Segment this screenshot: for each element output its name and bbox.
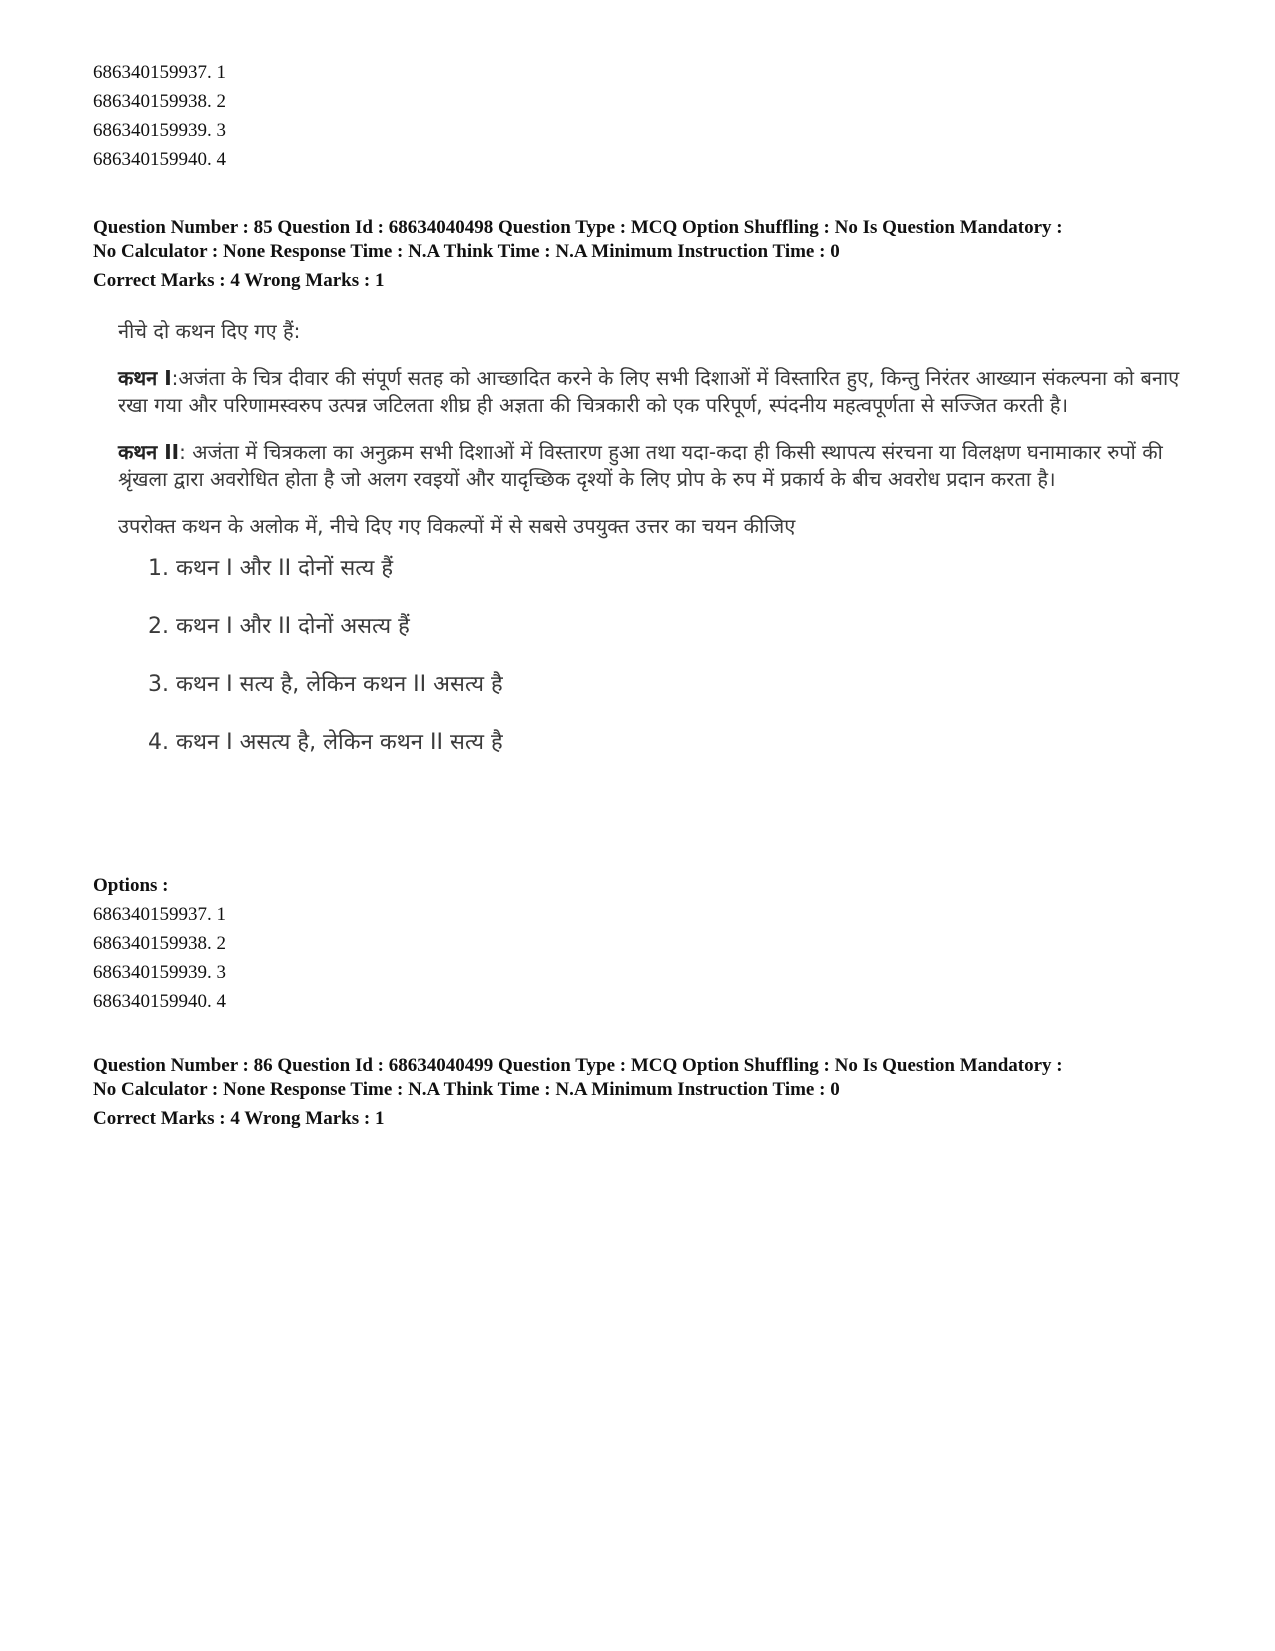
question-86-header [93,1054,1063,1131]
options-label: Options : [93,875,169,896]
question-prompt: उपरोक्त कथन के अलोक में, नीचे दिए गए विकल्पों में से सबसे उपयुक्त उत्तर का चयन कीजिए [118,514,796,538]
question-85-options [93,871,226,1016]
statement-1 [118,365,1188,419]
question-85-body [118,318,1188,786]
question-85-marks: Correct Marks : 4 Wrong Marks : 1 [93,270,385,291]
question-intro: नीचे दो कथन दिए गए हैं: [118,319,301,343]
answer-choice: 1. कथन I और II दोनों सत्य हैं [148,556,394,581]
question-85-header [93,216,1063,293]
question-85-meta-line1: Question Number : 85 Question Id : 68634040498 Question Type : MCQ Option Shuffling : No Is Question Mandatory : [93,217,1063,238]
statement-2-label: कथन II [118,440,180,464]
statement-1-text: :अजंता के चित्र दीवार की संपूर्ण सतह को आच्छादित करने के लिए सभी दिशाओं में विस्तारित हुए, किन्तु निरंतर आख्यान संकल्पना को बनाए रखा गया और परिणामस्वरुप उत्पन्न जटिलता शीघ्र ही अज्ञता की चित्रकारी को एक परिपूर्ण, स्पंदनीय महत्वपूर्णता से सज्जित करती है। [118,366,1180,417]
answer-choices [118,554,1188,758]
option-line: 686340159937. 1 [93,62,226,83]
prev-options-list [93,58,226,174]
option-line: 686340159939. 3 [93,120,226,141]
question-85-meta-line2: No Calculator : None Response Time : N.A Think Time : N.A Minimum Instruction Time : 0 [93,241,840,262]
option-line: 686340159938. 2 [93,933,226,954]
statement-2 [118,439,1188,493]
option-line: 686340159938. 2 [93,91,226,112]
statement-2-text: : अजंता में चित्रकला का अनुक्रम सभी दिशाओं में विस्तारण हुआ तथा यदा-कदा ही किसी स्थापत्य संरचना या विलक्षण घनामाकार रुपों की श्रृंखला द्वारा अवरोधित होता है जो अलग रवइयों और यादृच्छिक दृश्यों के लिए प्रोप के रुप में प्रकार्य के बीच अवरोध प्रदान करता है। [118,440,1163,491]
question-86-marks: Correct Marks : 4 Wrong Marks : 1 [93,1108,385,1129]
answer-choice: 3. कथन I सत्य है, लेकिन कथन II असत्य है [148,672,503,697]
option-line: 686340159940. 4 [93,991,226,1012]
question-86-meta-line1: Question Number : 86 Question Id : 68634040499 Question Type : MCQ Option Shuffling : No Is Question Mandatory : [93,1055,1063,1076]
option-line: 686340159937. 1 [93,904,226,925]
option-line: 686340159940. 4 [93,149,226,170]
statement-1-label: कथन I [118,366,172,390]
question-86-meta-line2: No Calculator : None Response Time : N.A Think Time : N.A Minimum Instruction Time : 0 [93,1079,840,1100]
answer-choice: 4. कथन I असत्य है, लेकिन कथन II सत्य है [148,730,503,755]
answer-choice: 2. कथन I और II दोनों असत्य हैं [148,614,410,639]
option-line: 686340159939. 3 [93,962,226,983]
